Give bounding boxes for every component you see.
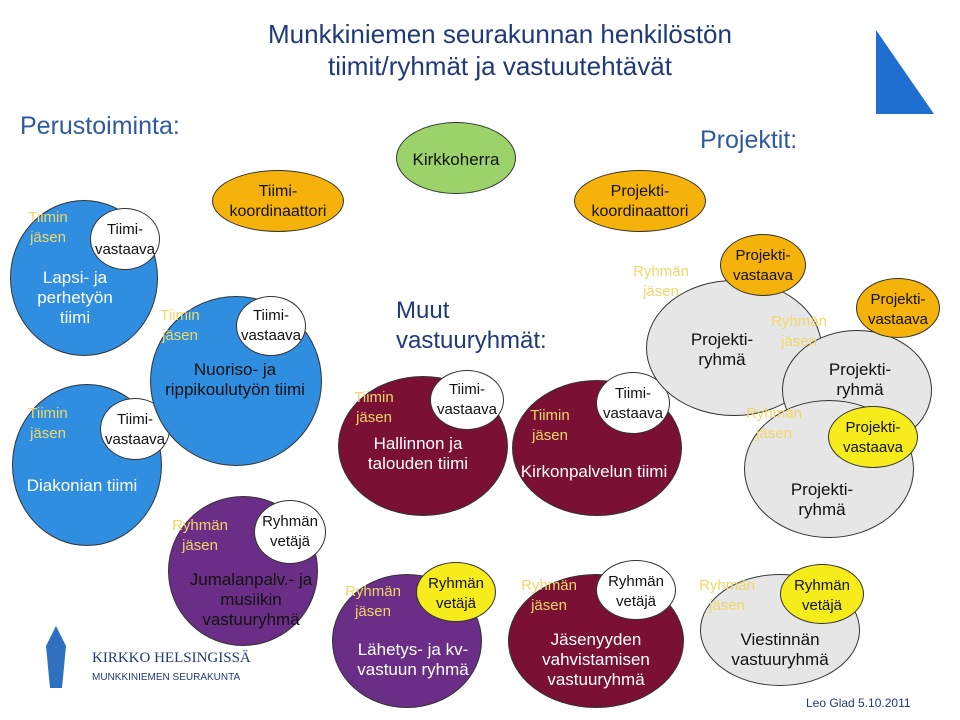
viestinta-leader-label: Ryhmän vetäjä bbox=[794, 577, 850, 614]
project-group-1-leader-label: Projekti-vastaava bbox=[732, 247, 794, 284]
jumalanpalvelus-leader-label: Ryhmän vetäjä bbox=[262, 513, 318, 550]
church-logo-icon bbox=[46, 626, 66, 688]
section-projects: Projektit: bbox=[700, 126, 798, 154]
diakonia-member: Tiimin jäsen bbox=[28, 405, 68, 442]
project-coordinator-label: Projekti-koordinaattori bbox=[591, 183, 689, 220]
project-group-2-leader-label: Projekti-vastaava bbox=[867, 291, 929, 328]
page-title bbox=[200, 18, 800, 82]
lapsi-leader-label: Tiimi-vastaava bbox=[94, 221, 156, 258]
hallinto-team-label: Hallinnon ja talouden tiimi bbox=[367, 434, 469, 473]
logo-line2: MUNKKINIEMEN SEURAKUNTA bbox=[92, 672, 241, 683]
hallinto-member: Tiimin jäsen bbox=[354, 389, 394, 426]
diakonia-team-label: Diakonian tiimi bbox=[26, 476, 138, 495]
kirkonpalvelu-leader-label: Tiimi-vastaava bbox=[602, 385, 664, 422]
lahetys-group-label: Lähetys- ja kv-vastuun ryhmä bbox=[357, 640, 469, 679]
lapsi-team-label: Lapsi- ja perhetyön tiimi bbox=[37, 268, 113, 327]
lahetys-member: Ryhmän jäsen bbox=[345, 583, 401, 620]
logo-line1: KIRKKO HELSINGISSÄ bbox=[92, 650, 251, 666]
lapsi-member: Tiimin jäsen bbox=[28, 209, 68, 246]
nuoriso-team-label: Nuoriso- ja rippikoulutyön tiimi bbox=[165, 360, 305, 399]
hallinto-leader-label: Tiimi-vastaava bbox=[436, 381, 498, 418]
section-core: Perustoiminta: bbox=[20, 112, 180, 140]
project-group-1-member: Ryhmän jäsen bbox=[633, 263, 689, 300]
jasenyys-group-label: Jäsenyyden vahvistamisen vastuuryhmä bbox=[542, 630, 650, 689]
other-groups-heading: Muut vastuuryhmät: bbox=[396, 297, 547, 354]
team-coordinator-label: Tiimi-koordinaattori bbox=[229, 183, 327, 220]
nuoriso-leader-label: Tiimi-vastaava bbox=[240, 307, 302, 344]
project-group-3-member: Ryhmän jäsen bbox=[746, 405, 802, 442]
diakonia-leader-label: Tiimi-vastaava bbox=[104, 411, 166, 448]
viestinta-member: Ryhmän jäsen bbox=[699, 577, 755, 614]
kirkonpalvelu-member: Tiimin jäsen bbox=[530, 407, 570, 444]
project-group-3-label: Projekti-ryhmä bbox=[790, 480, 854, 519]
footer-note: Leo Glad 5.10.2011 bbox=[806, 696, 911, 710]
project-group-2-label: Projekti-ryhmä bbox=[828, 360, 892, 399]
viestinta-group-label: Viestinnän vastuuryhmä bbox=[731, 630, 829, 669]
project-group-2-member: Ryhmän jäsen bbox=[771, 313, 827, 350]
nuoriso-member: Tiimin jäsen bbox=[160, 307, 200, 344]
jumalanpalvelus-member: Ryhmän jäsen bbox=[172, 517, 228, 554]
lahetys-leader-label: Ryhmän vetäjä bbox=[428, 575, 484, 612]
kirkonpalvelu-team-label: Kirkonpalvelun tiimi bbox=[520, 462, 668, 481]
project-group-3-leader-label: Projekti-vastaava bbox=[842, 419, 904, 456]
kirkkoherra-label: Kirkkoherra bbox=[412, 150, 500, 169]
title-line1: Munkkiniemen seurakunnan henkilöstön bbox=[268, 19, 732, 49]
jasenyys-member: Ryhmän jäsen bbox=[521, 577, 577, 614]
project-group-1-label: Projekti-ryhmä bbox=[690, 330, 754, 369]
jasenyys-leader-label: Ryhmän vetäjä bbox=[608, 573, 664, 610]
title-line2: tiimit/ryhmät ja vastuutehtävät bbox=[328, 51, 672, 81]
corner-triangle-icon bbox=[876, 30, 934, 114]
jumalanpalvelus-group-label: Jumalanpalv.- ja musiikin vastuuryhmä bbox=[189, 570, 313, 629]
